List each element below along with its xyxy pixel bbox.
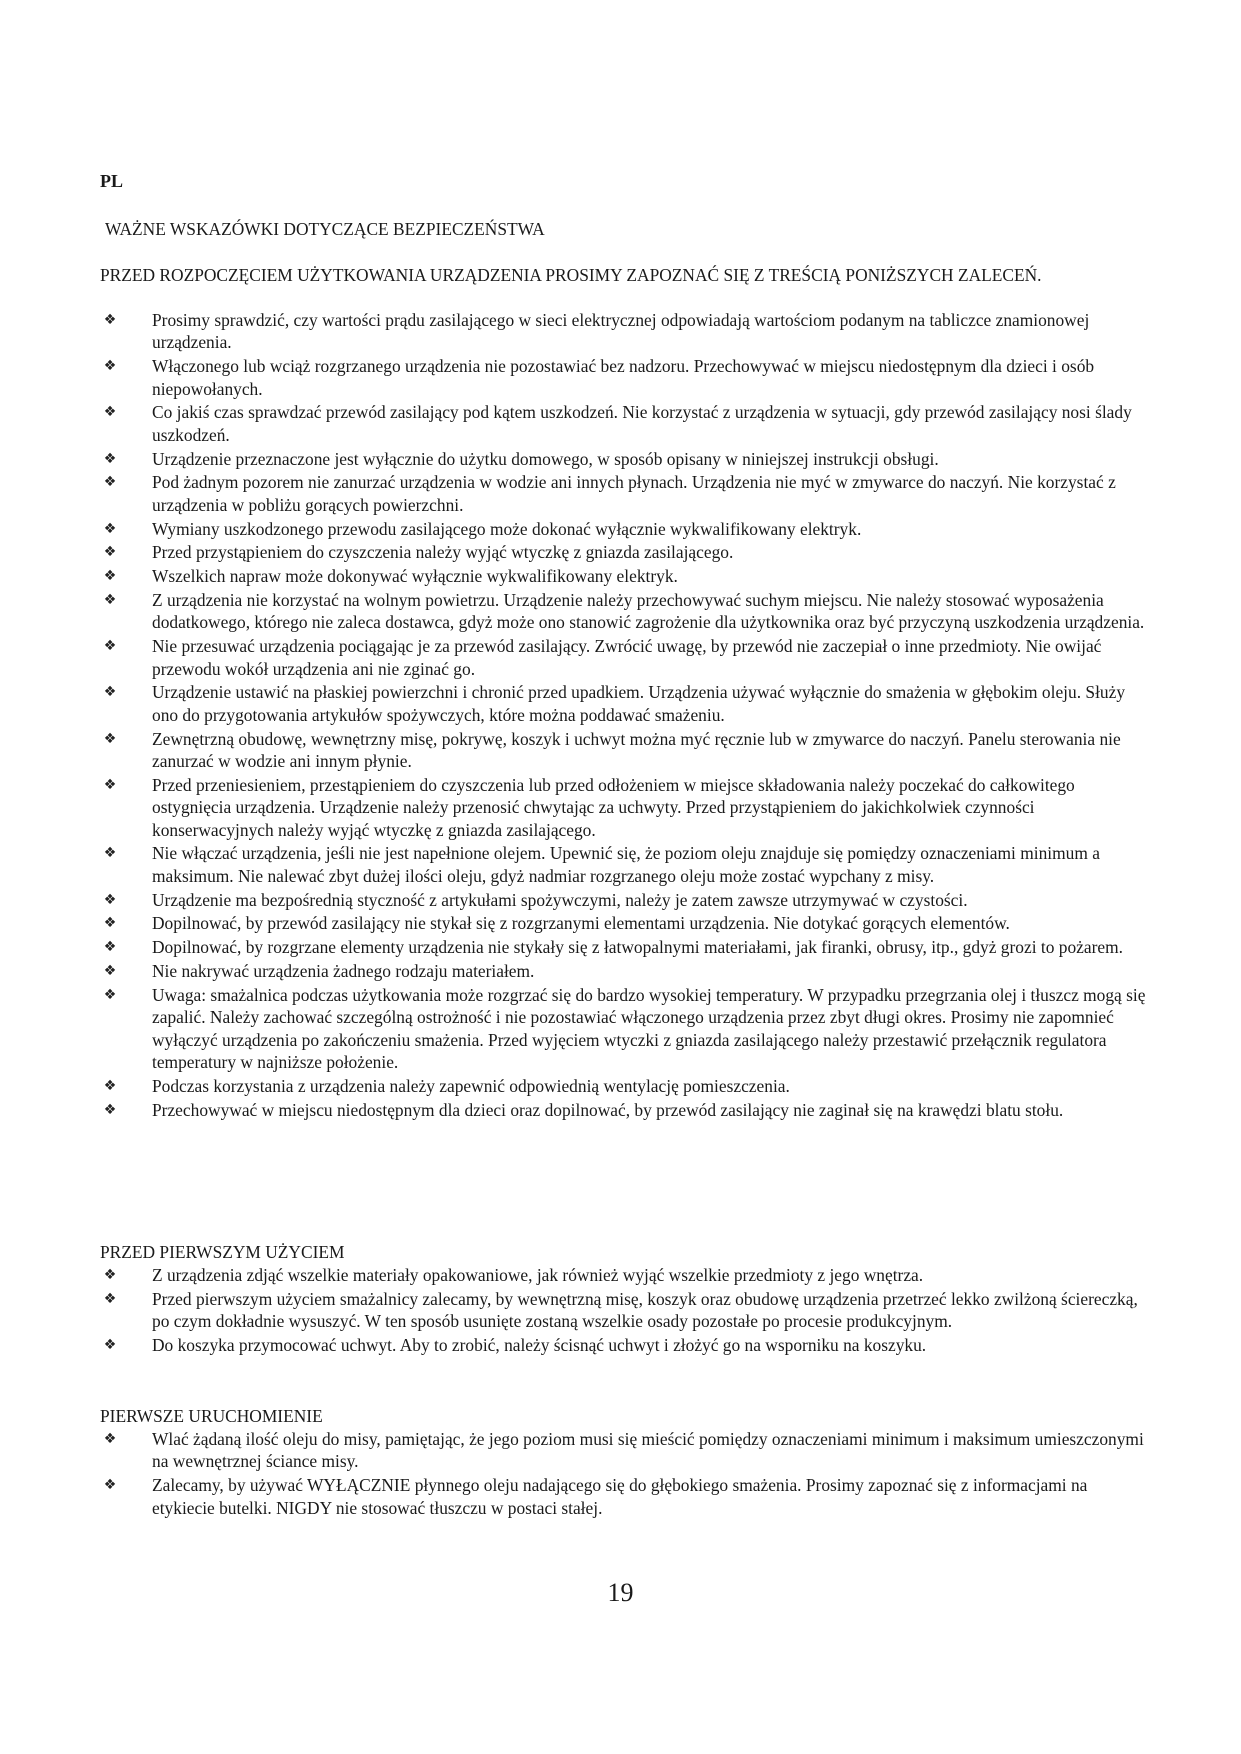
list-item [100,1288,1150,1333]
list-item-text: Z urządzenia nie korzystać na wolnym powietrzu. Urządzenie należy przechowywać suchym miejscu. Nie należy stosować wyposażenia dodatkowego, którego nie zaleca dostawca, gdyż może ono stanowić zagrożenie dla użytkownika oraz być przyczyną uszkodzenia urządzenia. [152,590,1145,633]
list-item [100,1334,1150,1356]
list-item-text: Dopilnować, by przewód zasilający nie stykał się z rozgrzanymi elementami urządzenia. Nie dotykać gorących elementów. [152,913,1010,934]
list-item [100,635,1150,680]
diamond-bullet-icon: ❖ [103,1267,117,1283]
list-item-text: Urządzenie ma bezpośrednią styczność z artykułami spożywczymi, należy je zatem zawsze utrzymywać w czystości. [152,889,968,910]
list-item-text: Pod żadnym pozorem nie zanurzać urządzenia w wodzie ani innych płynach. Urządzenia nie myć w zmywarce do naczyń. Nie korzystać z urządzenia w pobliżu gorących powierzchni. [152,472,1116,515]
diamond-bullet-icon: ❖ [103,915,117,932]
list-item [100,1428,1150,1473]
list-item [100,541,1150,563]
list-item-text: Urządzenie ustawić na płaskiej powierzchni i chronić przed upadkiem. Urządzenia używać wyłącznie do smażenia w głębokim oleju. Służy ono do przygotowania artykułów spożywczych, które można poddawać smażeniu. [152,682,1126,725]
diamond-bullet-icon: ❖ [103,358,117,375]
list-item-text: Urządzenie przeznaczone jest wyłącznie do użytku domowego, w sposób opisany w niniejszej instrukcji obsługi. [152,448,939,469]
list-item-text: Nie nakrywać urządzenia żadnego rodzaju materiałem. [152,961,535,982]
list-item [100,1264,1150,1286]
list-item [100,960,1150,982]
diamond-bullet-icon: ❖ [103,684,117,701]
diamond-bullet-icon: ❖ [103,592,117,608]
safety-title: WAŻNE WSKAZÓWKI DOTYCZĄCE BEZPIECZEŃSTWA [105,219,545,239]
list-item [100,889,1150,911]
diamond-bullet-icon: ❖ [103,845,117,862]
first-use-title: PRZED PIERWSZYM UŻYCIEM [100,1242,345,1262]
list-item-text: Zewnętrzną obudowę, wewnętrzny misę, pokrywę, koszyk i uchwyt można myć ręcznie lub w zmywarce do naczyń. Panelu sterowania nie zanurzać w wodzie ani innym płynie. [152,728,1121,772]
diamond-bullet-icon: ❖ [103,1077,117,1094]
page-number: 19 [607,1578,634,1607]
diamond-bullet-icon: ❖ [103,1101,117,1118]
safety-list [100,309,1150,1122]
list-item-text: Przed pierwszym użyciem smażalnicy zalecamy, by wewnętrzną misę, koszyk oraz obudowę urządzenia przetrzeć lekko zwilżoną ściereczką, po czym dokładnie wysuszyć. W ten sposób usunięte zostaną wszelkie osady pozostałe po procesie produkcyjnym. [152,1288,1138,1332]
list-item [100,1075,1150,1097]
list-item [100,728,1150,773]
list-item-text: Nie przesuwać urządzenia pociągając je za przewód zasilający. Zwrócić uwagę, by przewód nie zaczepiał o inne przedmioty. Nie owijać przewodu wokół urządzenia ani nie zginać go. [152,636,1102,679]
diamond-bullet-icon: ❖ [103,1431,117,1447]
list-item [100,681,1150,726]
list-item-text: Podczas korzystania z urządzenia należy zapewnić odpowiednią wentylację pomieszczenia. [152,1075,790,1096]
list-item [100,842,1150,887]
list-item-text: Przed przeniesieniem, przestąpieniem do czyszczenia lub przed odłożeniem w miejsce składowania należy poczekać do całkowitego ostygnięcia urządzenia. Urządzenie należy przenosić chwytając za uchwyty. Przed przystąpieniem do jakichkolwiek czynności konserwacyjnych należy wyjąć wtyczkę z gniazda zasilającego. [152,774,1075,840]
startup-list [100,1428,1150,1520]
list-item [100,1474,1150,1519]
list-item-text: Uwaga: smażalnica podczas użytkowania może rozgrzać się do bardzo wysokiej temperatury. W przypadku przegrzania olej i tłuszcz mogą się zapalić. Należy zachować szczególną ostrożność i nie pozostawiać włączonego urządzenia przez zbyt długi okres. Prosimy nie zapomnieć wyłączyć urządzenia po zakończeniu smażenia. Przed wyjęciem wtyczki z gniazda zasilającego należy przestawić przełącznik regulatora temperatury w najniższe położenie. [152,984,1146,1073]
safety-intro: PRZED ROZPOCZĘCIEM UŻYTKOWANIA URZĄDZENIA PROSIMY ZAPOZNAĆ SIĘ Z TREŚCIĄ PONIŻSZYCH ZALECEŃ. [100,265,1042,285]
startup-title: PIERWSZE URUCHOMIENIE [100,1406,323,1426]
diamond-bullet-icon: ❖ [103,1337,117,1353]
list-item [100,774,1150,841]
diamond-bullet-icon: ❖ [103,520,117,537]
diamond-bullet-icon: ❖ [103,450,117,467]
list-item-text: Co jakiś czas sprawdzać przewód zasilający pod kątem uszkodzeń. Nie korzystać z urządzenia w sytuacji, gdy przewód zasilający nosi ślady uszkodzeń. [152,402,1132,445]
diamond-bullet-icon: ❖ [103,1477,117,1494]
list-item [100,471,1150,516]
diamond-bullet-icon: ❖ [103,891,117,908]
list-item [100,309,1150,354]
list-item-text: Zalecamy, by używać WYŁĄCZNIE płynnego oleju nadającego się do głębokiego smażenia. Prosimy zapoznać się z informacjami na etykiecie butelki. NIGDY nie stosować tłuszczu w postaci stałej. [152,1475,1088,1518]
list-item-text: Włączonego lub wciąż rozgrzanego urządzenia nie pozostawiać bez nadzoru. Przechowywać w miejscu niedostępnym dla dzieci i osób niepowołanych. [152,356,1095,399]
diamond-bullet-icon: ❖ [103,1290,117,1307]
list-item-text: Z urządzenia zdjąć wszelkie materiały opakowaniowe, jak również wyjąć wszelkie przedmioty z jego wnętrza. [152,1265,924,1285]
language-code: PL [100,171,124,191]
diamond-bullet-icon: ❖ [103,939,117,956]
diamond-bullet-icon: ❖ [103,963,117,980]
list-item [100,912,1150,934]
diamond-bullet-icon: ❖ [103,730,117,747]
diamond-bullet-icon: ❖ [103,776,117,793]
list-item [100,518,1150,540]
list-item [100,565,1150,587]
list-item-text: Wymiany uszkodzonego przewodu zasilającego może dokonać wyłącznie wykwalifikowany elektryk. [152,518,862,539]
diamond-bullet-icon: ❖ [103,986,117,1003]
list-item [100,589,1150,634]
first-use-list [100,1264,1150,1358]
list-item-text: Nie włączać urządzenia, jeśli nie jest napełnione olejem. Upewnić się, że poziom oleju znajduje się pomiędzy oznaczeniami minimum a maksimum. Nie nalewać zbyt dużej ilości oleju, gdyż nadmiar rozgrzanego oleju może zostać wypchany z misy. [152,843,1100,886]
diamond-bullet-icon: ❖ [103,474,117,491]
diamond-bullet-icon: ❖ [103,404,117,421]
list-item-text: Wlać żądaną ilość oleju do misy, pamiętając, że jego poziom musi się mieścić pomiędzy oznaczeniami minimum i maksimum umieszczonymi na wewnętrznej ściance misy. [152,1429,1144,1472]
list-item [100,355,1150,400]
diamond-bullet-icon: ❖ [103,544,117,561]
list-item [100,984,1150,1074]
list-item [100,448,1150,470]
list-item-text: Wszelkich napraw może dokonywać wyłącznie wykwalifikowany elektryk. [152,566,678,587]
list-item-text: Przed przystąpieniem do czyszczenia należy wyjąć wtyczkę z gniazda zasilającego. [152,542,734,563]
list-item-text: Prosimy sprawdzić, czy wartości prądu zasilającego w sieci elektrycznej odpowiadają wartościom podanym na tabliczce znamionowej urządzenia. [152,310,1090,353]
list-item [100,401,1150,446]
list-item-text: Dopilnować, by rozgrzane elementy urządzenia nie stykały się z łatwopalnymi materiałami, jak firanki, obrusy, itp., gdyż grozi to pożarem. [152,937,1123,958]
diamond-bullet-icon: ❖ [103,312,117,328]
list-item-text: Przechowywać w miejscu niedostępnym dla dzieci oraz dopilnować, by przewód zasilający nie zaginał się na krawędzi blatu stołu. [152,1099,1064,1120]
list-item [100,936,1150,958]
list-item [100,1099,1150,1121]
list-item-text: Do koszyka przymocować uchwyt. Aby to zrobić, należy ścisnąć uchwyt i złożyć go na wsporniku na koszyku. [152,1335,927,1355]
diamond-bullet-icon: ❖ [103,638,117,655]
diamond-bullet-icon: ❖ [103,568,117,585]
